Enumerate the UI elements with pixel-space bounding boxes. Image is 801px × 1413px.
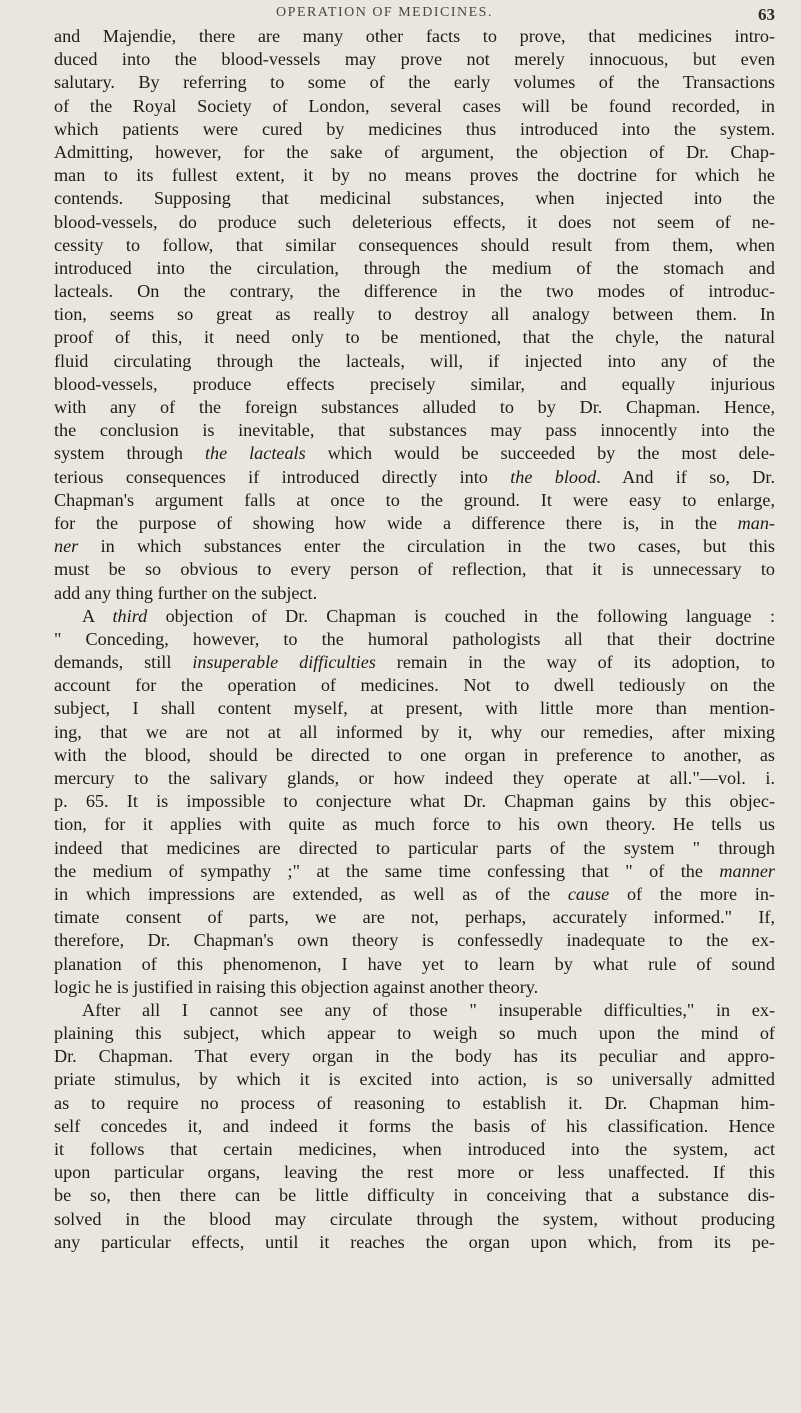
page-header (54, 3, 775, 27)
text-line: be so, then there can be little difficulty in conceiving that a substance dis- (54, 1185, 775, 1206)
text-line: the conclusion is inevitable, that substances may pass innocently into the (54, 420, 775, 441)
text-line: with the blood, should be directed to one organ in preference to another, as (54, 744, 775, 765)
text-line: man to its fullest extent, it by no means proves the doctrine for which he (54, 165, 775, 186)
text-line: duced into the blood-vessels may prove not merely innocuous, but even (54, 49, 775, 70)
text-line: subject, I shall content myself, at present, with little more than mention- (54, 698, 775, 719)
text-line: Chapman's argument falls at once to the ground. It were easy to enlarge, (54, 489, 775, 510)
text-line: p. 65. It is impossible to conjecture what Dr. Chapman gains by this objec- (54, 791, 775, 812)
text-line: upon particular organs, leaving the rest more or less unaffected. If this (54, 1162, 775, 1183)
text-line: system through the lacteals which would be succeeded by the most dele- (54, 443, 775, 464)
text-line: terious consequences if introduced directly into the blood. And if so, Dr. (54, 466, 775, 487)
text-line: timate consent of parts, we are not, perhaps, accurately informed." If, (54, 907, 775, 928)
text-line: tion, seems so great as really to destroy all analogy between them. In (54, 304, 775, 325)
text-line: in which impressions are extended, as well as of the cause of the more in- (54, 883, 775, 904)
text-line: plaining this subject, which appear to weigh so much upon the mind of (54, 1023, 775, 1044)
text-line: for the purpose of showing how wide a difference there is, in the man- (54, 512, 775, 533)
text-line: must be so obvious to every person of reflection, that it is unnecessary to (54, 559, 775, 580)
text-line: After all I cannot see any of those " insuperable difficulties," in ex- (82, 999, 775, 1020)
text-line: blood-vessels, produce effects precisely similar, and equally injurious (54, 373, 775, 394)
text-line: tion, for it applies with quite as much force to his own theory. He tells us (54, 814, 775, 835)
body-text (54, 25, 775, 1254)
text-line: proof of this, it need only to be mentioned, that the chyle, the natural (54, 327, 775, 348)
page-number: 63 (758, 5, 775, 24)
text-line: indeed that medicines are directed to particular parts of the system " through (54, 837, 775, 858)
text-line: salutary. By referring to some of the early volumes of the Transactions (54, 72, 775, 93)
text-line: " Conceding, however, to the humoral pathologists all that their doctrine (54, 628, 775, 649)
text-line: planation of this phenomenon, I have yet to learn by what rule of sound (54, 953, 775, 974)
text-line: which patients were cured by medicines thus introduced into the system. (54, 118, 775, 139)
text-line: self concedes it, and indeed it forms the basis of his classification. Hence (54, 1115, 775, 1136)
text-line: demands, still insuperable difficulties remain in the way of its adoption, to (54, 652, 775, 673)
text-line: any particular effects, until it reaches the organ upon which, from its pe- (54, 1231, 775, 1252)
text-line: account for the operation of medicines. Not to dwell tediously on the (54, 675, 775, 696)
text-line: contends. Supposing that medicinal substances, when injected into the (54, 188, 775, 209)
text-line: lacteals. On the contrary, the difference in the two modes of introduc- (54, 281, 775, 302)
text-line: introduced into the circulation, through the medium of the stomach and (54, 257, 775, 278)
text-line: cessity to follow, that similar consequences should result from them, when (54, 234, 775, 255)
text-line: therefore, Dr. Chapman's own theory is confessedly inadequate to the ex- (54, 930, 775, 951)
text-line: Admitting, however, for the sake of argument, the objection of Dr. Chap- (54, 141, 775, 162)
text-line: A third objection of Dr. Chapman is couched in the following language : (82, 605, 775, 626)
text-line: the medium of sympathy ;" at the same time confessing that " of the manner (54, 860, 775, 881)
text-line: priate stimulus, by which it is excited into action, is so universally admitted (54, 1069, 775, 1090)
text-line: Dr. Chapman. That every organ in the body has its peculiar and appro- (54, 1046, 775, 1067)
text-line: of the Royal Society of London, several cases will be found recorded, in (54, 95, 775, 116)
text-line: as to require no process of reasoning to establish it. Dr. Chapman him- (54, 1092, 775, 1113)
text-line: add any thing further on the subject. (54, 582, 318, 603)
text-line: ing, that we are not at all informed by it, why our remedies, after mixing (54, 721, 775, 742)
text-line: logic he is justified in raising this objection against another theory. (54, 976, 539, 997)
text-line: it follows that certain medicines, when introduced into the system, act (54, 1139, 775, 1159)
text-line: fluid circulating through the lacteals, will, if injected into any of the (54, 350, 775, 371)
text-line: ner in which substances enter the circulation in the two cases, but this (54, 536, 775, 557)
text-line: blood-vessels, do produce such deleterious effects, it does not seem of ne- (54, 211, 775, 232)
text-line: and Majendie, there are many other facts to prove, that medicines intro- (54, 26, 775, 46)
text-line: solved in the blood may circulate through the system, without producing (54, 1208, 775, 1229)
text-line: mercury to the salivary glands, or how indeed they operate at all."—vol. i. (54, 768, 775, 788)
text-line: with any of the foreign substances alluded to by Dr. Chapman. Hence, (54, 397, 775, 417)
running-head: OPERATION OF MEDICINES. (276, 5, 493, 20)
